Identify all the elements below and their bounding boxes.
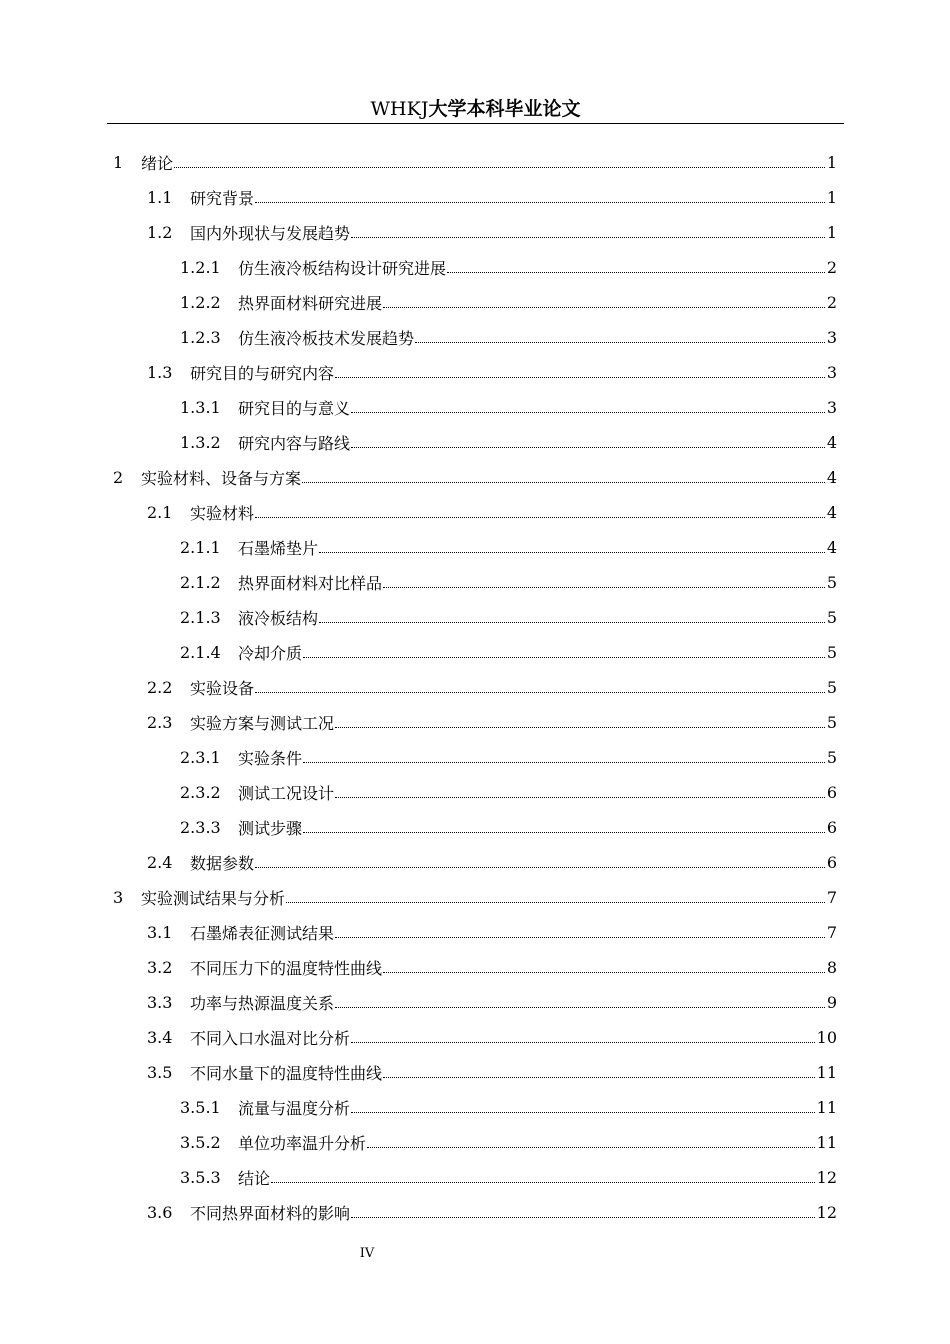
toc-entry-title: 实验材料 — [190, 504, 255, 523]
toc-entry[interactable] — [0, 985, 950, 1020]
toc-entry-number: 3.5.1 — [180, 1098, 221, 1117]
toc-entry-title: 国内外现状与发展趋势 — [190, 224, 351, 243]
toc-entry[interactable] — [0, 285, 950, 320]
toc-entry[interactable] — [0, 320, 950, 355]
toc-entry-number: 1.2 — [147, 223, 173, 242]
toc-entry-page: 1 — [826, 188, 837, 207]
toc-dot-leader — [351, 447, 825, 448]
toc-entry-page: 11 — [816, 1133, 837, 1152]
toc-dot-leader — [303, 832, 825, 833]
toc-entry[interactable] — [0, 670, 950, 705]
toc-entry[interactable] — [0, 460, 950, 495]
toc-entry[interactable] — [0, 880, 950, 915]
toc-entry-title: 不同压力下的温度特性曲线 — [190, 959, 383, 978]
toc-entry-title: 石墨烯表征测试结果 — [190, 924, 335, 943]
toc-dot-leader — [302, 482, 825, 483]
toc-entry-page: 3 — [826, 363, 837, 382]
toc-dot-leader — [271, 1182, 815, 1183]
toc-entry[interactable] — [0, 775, 950, 810]
toc-entry-number: 3 — [113, 888, 124, 907]
toc-entry[interactable] — [0, 1020, 950, 1055]
toc-entry[interactable] — [0, 1090, 950, 1125]
page-header — [107, 97, 844, 121]
toc-dot-leader — [367, 1147, 815, 1148]
toc-entry[interactable] — [0, 1160, 950, 1195]
toc-entry-title: 绪论 — [141, 154, 174, 173]
toc-entry-number: 3.3 — [147, 993, 173, 1012]
toc-entry-number: 2.3 — [147, 713, 173, 732]
toc-entry-page: 2 — [826, 293, 837, 312]
toc-entry-page: 3 — [826, 328, 837, 347]
toc-entry-number: 1.2.1 — [180, 258, 221, 277]
toc-dot-leader — [319, 622, 825, 623]
toc-entry-number: 3.6 — [147, 1203, 173, 1222]
toc-dot-leader — [351, 237, 825, 238]
toc-entry-number: 2.3.1 — [180, 748, 221, 767]
toc-entry-title: 液冷板结构 — [238, 609, 319, 628]
toc-entry-title: 测试工况设计 — [238, 784, 335, 803]
toc-entry-title: 实验条件 — [238, 749, 303, 768]
toc-entry-title: 结论 — [238, 1169, 271, 1188]
toc-entry-page: 6 — [826, 818, 837, 837]
toc-entry[interactable] — [0, 1055, 950, 1090]
toc-entry-page: 9 — [826, 993, 837, 1012]
toc-dot-leader — [335, 727, 825, 728]
toc-dot-leader — [351, 1217, 815, 1218]
toc-dot-leader — [383, 587, 825, 588]
toc-entry-page: 12 — [816, 1203, 837, 1222]
toc-dot-leader — [415, 342, 825, 343]
toc-dot-leader — [174, 167, 825, 168]
toc-entry-page: 4 — [826, 433, 837, 452]
toc-entry[interactable] — [0, 950, 950, 985]
toc-entry[interactable] — [0, 1125, 950, 1160]
toc-entry-page: 4 — [826, 538, 837, 557]
toc-dot-leader — [383, 307, 825, 308]
toc-dot-leader — [335, 797, 825, 798]
toc-dot-leader — [351, 412, 825, 413]
toc-entry-number: 3.5.3 — [180, 1168, 221, 1187]
toc-dot-leader — [303, 762, 825, 763]
toc-entry-page: 10 — [816, 1028, 837, 1047]
toc-entry-page: 5 — [826, 573, 837, 592]
toc-entry[interactable] — [0, 1195, 950, 1230]
toc-entry-title: 不同热界面材料的影响 — [190, 1204, 351, 1223]
toc-entry[interactable] — [0, 565, 950, 600]
toc-entry-title: 仿生液冷板结构设计研究进展 — [238, 259, 447, 278]
toc-entry-number: 1.3.2 — [180, 433, 221, 452]
toc-entry-page: 8 — [826, 958, 837, 977]
toc-dot-leader — [255, 692, 825, 693]
toc-entry[interactable] — [0, 425, 950, 460]
toc-entry-title: 实验测试结果与分析 — [141, 889, 286, 908]
toc-entry-title: 石墨烯垫片 — [238, 539, 319, 558]
toc-entry-title: 实验材料、设备与方案 — [141, 469, 302, 488]
toc-entry-number: 3.4 — [147, 1028, 173, 1047]
toc-dot-leader — [447, 272, 825, 273]
page-number: IV — [359, 1246, 375, 1261]
toc-entry-number: 1.3.1 — [180, 398, 221, 417]
toc-entry-title: 不同入口水温对比分析 — [190, 1029, 351, 1048]
toc-entry[interactable] — [0, 530, 950, 565]
toc-dot-leader — [255, 517, 825, 518]
toc-dot-leader — [255, 867, 825, 868]
toc-entry-title: 热界面材料对比样品 — [238, 574, 383, 593]
toc-entry-page: 7 — [826, 923, 837, 942]
toc-entry-page: 4 — [826, 468, 837, 487]
toc-entry-number: 1 — [113, 153, 124, 172]
header-rule — [107, 123, 844, 124]
toc-entry-title: 数据参数 — [190, 854, 255, 873]
toc-entry[interactable] — [0, 635, 950, 670]
toc-dot-leader — [351, 1042, 815, 1043]
toc-entry-page: 6 — [826, 783, 837, 802]
toc-entry-page: 11 — [816, 1063, 837, 1082]
toc-entry-number: 3.2 — [147, 958, 173, 977]
toc-entry[interactable] — [0, 215, 950, 250]
toc-entry-number: 3.1 — [147, 923, 173, 942]
toc-entry-page: 6 — [826, 853, 837, 872]
toc-entry-title: 热界面材料研究进展 — [238, 294, 383, 313]
toc-entry-number: 2.1.1 — [180, 538, 221, 557]
toc-entry-page: 5 — [826, 608, 837, 627]
toc-dot-leader — [351, 1112, 815, 1113]
toc-entry-page: 5 — [826, 678, 837, 697]
toc-entry-page: 11 — [816, 1098, 837, 1117]
toc-entry-number: 3.5.2 — [180, 1133, 221, 1152]
toc-dot-leader — [286, 902, 825, 903]
toc-entry-number: 1.3 — [147, 363, 173, 382]
toc-dot-leader — [255, 202, 825, 203]
toc-entry-page: 7 — [826, 888, 837, 907]
toc-entry-title: 研究背景 — [190, 189, 255, 208]
toc-entry-title: 单位功率温升分析 — [238, 1134, 367, 1153]
toc-dot-leader — [335, 937, 825, 938]
toc-dot-leader — [383, 972, 825, 973]
toc-entry[interactable] — [0, 180, 950, 215]
toc-entry-page: 5 — [826, 748, 837, 767]
toc-dot-leader — [383, 1077, 815, 1078]
toc-entry-number: 1.1 — [147, 188, 173, 207]
toc-entry-title: 研究目的与意义 — [238, 399, 351, 418]
toc-entry-number: 3.5 — [147, 1063, 173, 1082]
toc-entry-title: 实验设备 — [190, 679, 255, 698]
toc-entry-page: 2 — [826, 258, 837, 277]
toc-entry-page: 1 — [826, 223, 837, 242]
toc-entry-title: 测试步骤 — [238, 819, 303, 838]
toc-entry-number: 2.3.3 — [180, 818, 221, 837]
toc-entry-title: 功率与热源温度关系 — [190, 994, 335, 1013]
table-of-contents — [0, 145, 950, 1230]
toc-entry-page: 1 — [826, 153, 837, 172]
toc-entry-number: 1.2.2 — [180, 293, 221, 312]
toc-entry-title: 仿生液冷板技术发展趋势 — [238, 329, 415, 348]
toc-entry-title: 实验方案与测试工况 — [190, 714, 335, 733]
toc-entry[interactable] — [0, 390, 950, 425]
toc-entry-number: 2.1 — [147, 503, 173, 522]
toc-entry[interactable] — [0, 845, 950, 880]
header-title: 大学本科毕业论文 — [428, 98, 581, 120]
toc-entry[interactable] — [0, 355, 950, 390]
toc-entry-page: 5 — [826, 713, 837, 732]
toc-entry-title: 研究目的与研究内容 — [190, 364, 335, 383]
toc-entry-number: 2.1.4 — [180, 643, 221, 662]
toc-entry-number: 2.1.2 — [180, 573, 221, 592]
toc-entry[interactable] — [0, 740, 950, 775]
toc-entry-page: 5 — [826, 643, 837, 662]
toc-entry-number: 2 — [113, 468, 124, 487]
toc-entry-title: 研究内容与路线 — [238, 434, 351, 453]
toc-entry-number: 2.1.3 — [180, 608, 221, 627]
toc-entry[interactable] — [0, 495, 950, 530]
header-latin-text: WHKJ — [370, 98, 429, 120]
toc-entry-title: 冷却介质 — [238, 644, 303, 663]
toc-entry[interactable] — [0, 810, 950, 845]
toc-entry-number: 2.4 — [147, 853, 173, 872]
toc-dot-leader — [319, 552, 825, 553]
toc-dot-leader — [335, 1007, 825, 1008]
toc-entry-title: 流量与温度分析 — [238, 1099, 351, 1118]
toc-entry[interactable] — [0, 250, 950, 285]
toc-entry-number: 2.3.2 — [180, 783, 221, 802]
toc-entry-number: 1.2.3 — [180, 328, 221, 347]
toc-entry-page: 12 — [816, 1168, 837, 1187]
toc-entry[interactable] — [0, 915, 950, 950]
toc-entry[interactable] — [0, 600, 950, 635]
toc-entry-title: 不同水量下的温度特性曲线 — [190, 1064, 383, 1083]
toc-entry[interactable] — [0, 705, 950, 740]
toc-dot-leader — [335, 377, 825, 378]
toc-entry-page: 4 — [826, 503, 837, 522]
toc-dot-leader — [303, 657, 825, 658]
toc-entry-number: 2.2 — [147, 678, 173, 697]
toc-entry[interactable] — [0, 145, 950, 180]
toc-entry-page: 3 — [826, 398, 837, 417]
